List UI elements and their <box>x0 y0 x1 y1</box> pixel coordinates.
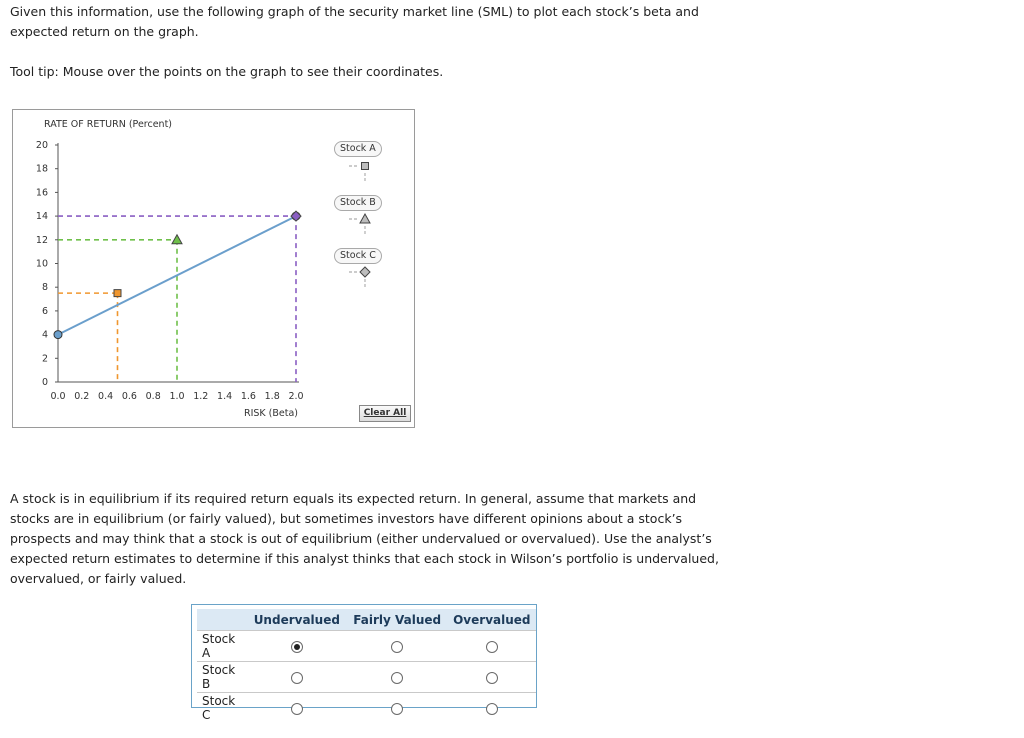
x-tick-label: 1.4 <box>217 391 233 402</box>
legend-marker-icon <box>362 163 369 170</box>
legend-stock-b-button[interactable]: Stock B <box>334 195 382 211</box>
sml-chart <box>13 110 414 427</box>
legend-marker-icon <box>360 267 370 277</box>
header-overvalued: Overvalued <box>448 609 536 631</box>
valuation-table <box>197 609 536 723</box>
x-tick-label: 1.6 <box>240 391 256 402</box>
y-tick-label: 0 <box>41 377 48 388</box>
y-tick-label: 8 <box>41 282 48 294</box>
legend-stock-c-button[interactable]: Stock C <box>334 248 382 264</box>
y-tick-label: 6 <box>41 305 48 317</box>
legend-markers <box>349 163 370 288</box>
x-tick-label: 0.0 <box>50 391 66 402</box>
explanation-text: A stock is in equilibrium if its required return equals its expected return. In general, assume that markets and stocks are in equilibrium (or fairly valued), but sometimes investors have different opinions about a stock’s prospects and may think that a stock is out of equilibrium (either undervalued or overvalued). Use the analyst’s expected return estimates to determine if this analyst thinks that each stock in Wilson’s portfolio is undervalued, overvalued, or fairly valued. <box>10 491 719 586</box>
valuation-table-panel <box>191 604 537 722</box>
x-tick-label: 0.2 <box>74 391 90 402</box>
sml-endpoint[interactable] <box>54 331 62 339</box>
y-tick-label: 12 <box>35 234 48 246</box>
table-row <box>197 693 536 724</box>
y-tick-label: 2 <box>41 353 48 365</box>
x-tick-label: 1.2 <box>193 391 209 402</box>
radio-stock-a-overvalued[interactable] <box>486 641 498 653</box>
radio-stock-c-overvalued[interactable] <box>486 703 498 715</box>
y-tick-label: 20 <box>35 140 48 151</box>
valuation-body <box>197 631 536 724</box>
y-tick-label: 14 <box>35 211 48 223</box>
x-tick-label: 0.6 <box>121 391 137 402</box>
radio-stock-c-undervalued[interactable] <box>291 703 303 715</box>
intro-text: Given this information, use the following graph of the security market line (SML) to plot each stock’s beta and expected return on the graph. <box>10 4 699 39</box>
y-axis-label: RATE OF RETURN (Percent) <box>44 119 173 130</box>
row-label: Stock B <box>197 662 247 693</box>
x-axis-label: RISK (Beta) <box>243 408 299 419</box>
tick-labels <box>36 140 304 402</box>
stock-point[interactable] <box>291 211 301 221</box>
stock-point[interactable] <box>172 235 182 244</box>
legend-marker-icon <box>360 214 370 223</box>
radio-stock-c-fairly-valued[interactable] <box>391 703 403 715</box>
header-undervalued: Undervalued <box>247 609 347 631</box>
y-tick-label: 4 <box>41 329 48 341</box>
y-tick-label: 16 <box>35 187 48 199</box>
table-row <box>197 631 536 662</box>
x-tick-label: 0.8 <box>145 391 161 402</box>
valuation-header-row <box>197 609 536 631</box>
x-tick-label: 1.8 <box>264 391 280 402</box>
row-label: Stock C <box>197 693 247 724</box>
tooltip-text: Tool tip: Mouse over the points on the graph to see their coordinates. <box>10 64 444 79</box>
legend-stock-a-button[interactable]: Stock A <box>334 141 382 157</box>
x-tick-label: 1.0 <box>169 391 185 402</box>
radio-stock-a-undervalued[interactable] <box>291 641 303 653</box>
sml-graph-panel <box>12 109 415 428</box>
y-tick-label: 10 <box>35 258 48 270</box>
radio-stock-a-fairly-valued[interactable] <box>391 641 403 653</box>
header-blank <box>197 609 247 631</box>
x-tick-label: 2.0 <box>288 391 304 402</box>
y-tick-label: 18 <box>35 163 48 175</box>
clear-all-button[interactable]: Clear All <box>359 405 411 422</box>
radio-stock-b-fairly-valued[interactable] <box>391 672 403 684</box>
axes <box>58 143 299 382</box>
stock-point[interactable] <box>114 290 121 297</box>
radio-stock-b-overvalued[interactable] <box>486 672 498 684</box>
table-row <box>197 662 536 693</box>
row-label: Stock A <box>197 631 247 662</box>
x-tick-label: 0.4 <box>98 391 114 402</box>
header-fairly-valued: Fairly Valued <box>347 609 448 631</box>
radio-stock-b-undervalued[interactable] <box>291 672 303 684</box>
